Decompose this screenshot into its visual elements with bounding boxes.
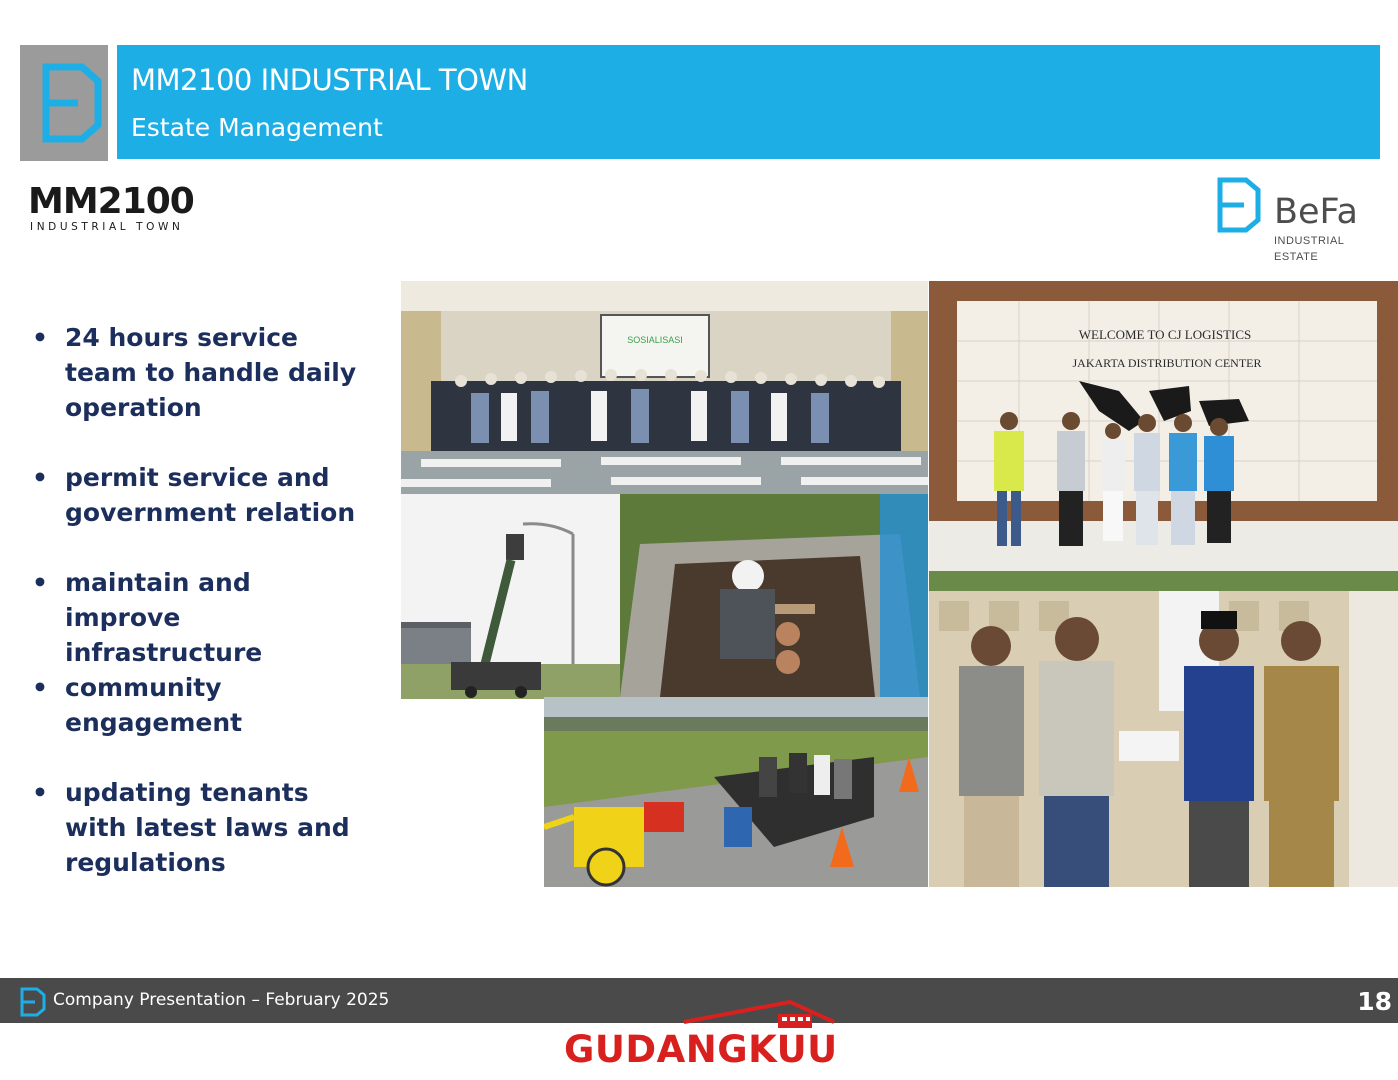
photo-water-pit xyxy=(620,494,928,697)
meeting-screen-text: SOSIALISASI xyxy=(627,335,683,345)
befa-logo xyxy=(1216,176,1366,266)
befa-logo-line1: INDUSTRIAL xyxy=(1274,235,1345,247)
bullet-text: maintain and improve infrastructure xyxy=(65,568,263,667)
befa-logo-icon xyxy=(1216,176,1264,234)
cj-sign-line2: JAKARTA DISTRIBUTION CENTER xyxy=(1072,356,1262,370)
befa-mark-icon xyxy=(20,45,108,161)
page-number: 18 xyxy=(1357,987,1392,1016)
photo-cj-logistics xyxy=(929,281,1398,571)
gudangkuu-watermark xyxy=(560,996,840,1076)
bullet-dot: • xyxy=(32,323,48,352)
befa-logo-name: BeFa xyxy=(1274,192,1358,232)
page-subtitle: Estate Management xyxy=(131,113,383,142)
befa-mark-icon xyxy=(19,986,47,1018)
bullet-item xyxy=(32,565,362,667)
bullet-item xyxy=(32,320,362,430)
bullet-text: permit service and government relation xyxy=(65,463,356,527)
bullet-text: 24 hours service team to handle daily operation xyxy=(65,323,357,422)
mm2100-logo-name: MM2100 xyxy=(28,181,194,222)
warehouse-roof-icon xyxy=(680,996,840,1032)
photo-handshake xyxy=(929,571,1398,887)
bullet-dot: • xyxy=(32,778,48,807)
page-title: MM2100 INDUSTRIAL TOWN xyxy=(131,63,528,97)
bullet-dot: • xyxy=(32,673,48,702)
mm2100-logo-tagline: INDUSTRIAL TOWN xyxy=(30,221,184,233)
header-logo-box xyxy=(20,45,108,161)
photo-road-repair xyxy=(544,697,928,887)
befa-logo-line2: ESTATE xyxy=(1274,251,1319,263)
watermark-text: GUDANGKUU xyxy=(564,1028,838,1071)
bullet-item xyxy=(32,460,362,532)
bullet-text: updating tenants with latest laws and regulations xyxy=(65,778,350,877)
cj-sign-line1: WELCOME TO CJ LOGISTICS xyxy=(1078,327,1252,342)
header-bar xyxy=(117,45,1380,159)
photo-streetlight-repair xyxy=(401,494,620,699)
bullet-item xyxy=(32,670,362,742)
bullet-text: community engagement xyxy=(65,673,243,737)
bullet-dot: • xyxy=(32,568,48,597)
bullet-item xyxy=(32,775,362,885)
photo-meeting-group xyxy=(401,281,928,494)
mm2100-logo xyxy=(28,182,194,233)
bullet-dot: • xyxy=(32,463,48,492)
footer-text: Company Presentation – February 2025 xyxy=(53,990,390,1010)
